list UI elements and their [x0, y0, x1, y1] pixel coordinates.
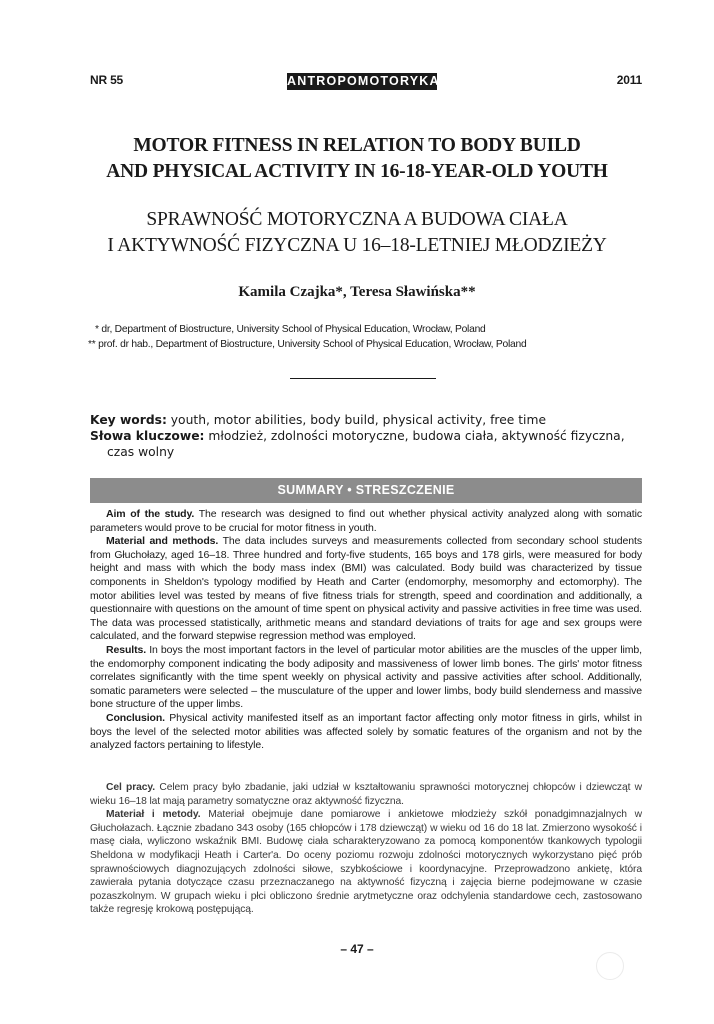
abstract-subheading: Materiał i metody. — [106, 809, 201, 821]
issue-number: NR 55 — [90, 73, 124, 87]
journal-name: ANTROPOMOTORYKA — [287, 74, 440, 88]
keywords-english — [90, 412, 650, 428]
title-polish — [60, 207, 654, 259]
keywords-polish-text: młodzież, zdolności motoryczne, budowa ciała, aktywność fizyczna, — [204, 429, 625, 443]
abstract-paragraph — [90, 808, 642, 917]
abstract-text: Physical activity manifested itself as an important factor affecting only motor fitness in girls, whilst in boys the level of the selected motor abilities was affected solely by somatic features of the organism and not by the analyzed factors pertaining to lifestyle. — [90, 711, 642, 752]
abstract-text: The data includes surveys and measurements collected from secondary school students from Głuchołazy, aged 16–18. Three hundred and forty-five students, 165 boys and 178 girls, were measured for body height and mass with which the body mass index (BMI) was calculated. Body build was characterized by tissue components in Sheldon's typology modified by Heath and Carter (endomorphy, mesomorphy and ectomorphy). The motor abilities level was tested by means of five fitness trials for strength, speed and coordination and additionally, a questionnaire with questions on the amount of time spent on physical activity and passive activities in free time was used. The data was processed statistically, arithmetic means and standard deviations of traits for age and sex groups were calculated, and the forward stepwise regression method was employed. — [90, 535, 642, 643]
authors: Kamila Czajka*, Teresa Sławińska** — [238, 284, 476, 300]
watermark-stamp-icon — [596, 952, 624, 980]
affiliation-2: ** prof. dr hab., Department of Biostructure, University School of Physical Education, Wrocław, Poland — [88, 339, 527, 350]
abstract-paragraph — [90, 644, 642, 712]
separator-rule — [290, 378, 436, 379]
title-polish-line-1: SPRAWNOŚĆ MOTORYCZNA A BUDOWA CIAŁA — [146, 209, 568, 230]
abstract-subheading: Aim of the study. — [106, 508, 195, 520]
keywords-polish — [90, 428, 650, 444]
publication-year: 2011 — [616, 73, 642, 87]
abstract-polish — [90, 781, 642, 917]
abstract-text: Materiał obejmuje dane pomiarowe i ankietowe młodzieży szkół ponadgimnazjalnych w Głuchołazach. Łącznie zbadano 343 osoby (165 chłopców i 178 dziewcząt) w wieku od 16 do 18 lat. Zmierzono wysokość i masę ciała, wyliczono wskaźnik BMI. Budowę ciała scharakteryzowano za pomocą komponentów tkankowych typologii Sheldona w modyfikacji Heath i Carter'a. Do oceny poziomu rozwoju zdolności motorycznych wykorzystano pięć prób sprawnościowych diagnozujących zdolności siłowe, szybkościowe i koordynacyjne. Przeprowadzono ankietę, która zawierała pytania dotyczące czasu przeznaczanego na aktywność fizyczną i zajęcia bierne podejmowane w czasie pozaszkolnym. W grupach wieku i płci obliczono średnie arytmetyczne oraz odchylenia standardowe cech, zastosowano także regresję krokową postępującą. — [90, 809, 642, 916]
title-english-line-1: MOTOR FITNESS IN RELATION TO BODY BUILD — [133, 135, 581, 156]
abstract-paragraph — [90, 712, 642, 753]
abstract-subheading: Cel pracy. — [106, 782, 156, 793]
title-polish-line-2: I AKTYWNOŚĆ FIZYCZNA U 16–18-LETNIEJ MŁODZIEŻY — [107, 235, 607, 256]
abstract-english — [90, 508, 642, 753]
summary-heading-bar: SUMMARY • STRESZCZENIE — [90, 478, 642, 503]
abstract-text: In boys the most important factors in the level of particular motor abilities are the muscles of the upper limb, the endomorphy component indicating the body adiposity and massiveness of lower limb bones. The girls' motor fitness correlates significantly with the time spent weekly on physical activity and passive activities after school. Additionally, somatic parameters were selected – the musculature of the upper and lower limbs, body build slenderness and massive bone structure of the upper limbs. — [90, 643, 642, 711]
abstract-paragraph — [90, 535, 642, 644]
page-number: – 47 – — [340, 942, 374, 956]
abstract-subheading: Material and methods. — [106, 535, 219, 548]
abstract-text: The research was designed to find out whether physical activity analyzed along with somatic parameters would prove to be crucial for motor fitness in youth. — [90, 508, 642, 534]
abstract-text: Celem pracy było zbadanie, jaki udział w kształtowaniu sprawności motorycznej chłopców i dziewcząt w wieku 16–18 lat mają parametry somatyczne oraz aktywność fizyczna. — [90, 782, 643, 807]
keywords-polish-label: Słowa kluczowe: — [90, 429, 205, 443]
abstract-subheading: Conclusion. — [106, 711, 165, 724]
title-english — [60, 133, 654, 185]
abstract-subheading: Results. — [106, 643, 147, 656]
keywords-polish-continued: czas wolny — [107, 445, 175, 459]
keywords-english-label: Key words: — [90, 413, 167, 427]
abstract-paragraph — [90, 508, 642, 535]
abstract-paragraph — [90, 781, 642, 808]
title-english-line-2: AND PHYSICAL ACTIVITY IN 16-18-YEAR-OLD YOUTH — [106, 161, 608, 182]
affiliation-1: * dr, Department of Biostructure, University School of Physical Education, Wrocław, Poland — [95, 324, 486, 335]
keywords-english-text: youth, motor abilities, body build, physical activity, free time — [166, 413, 547, 427]
